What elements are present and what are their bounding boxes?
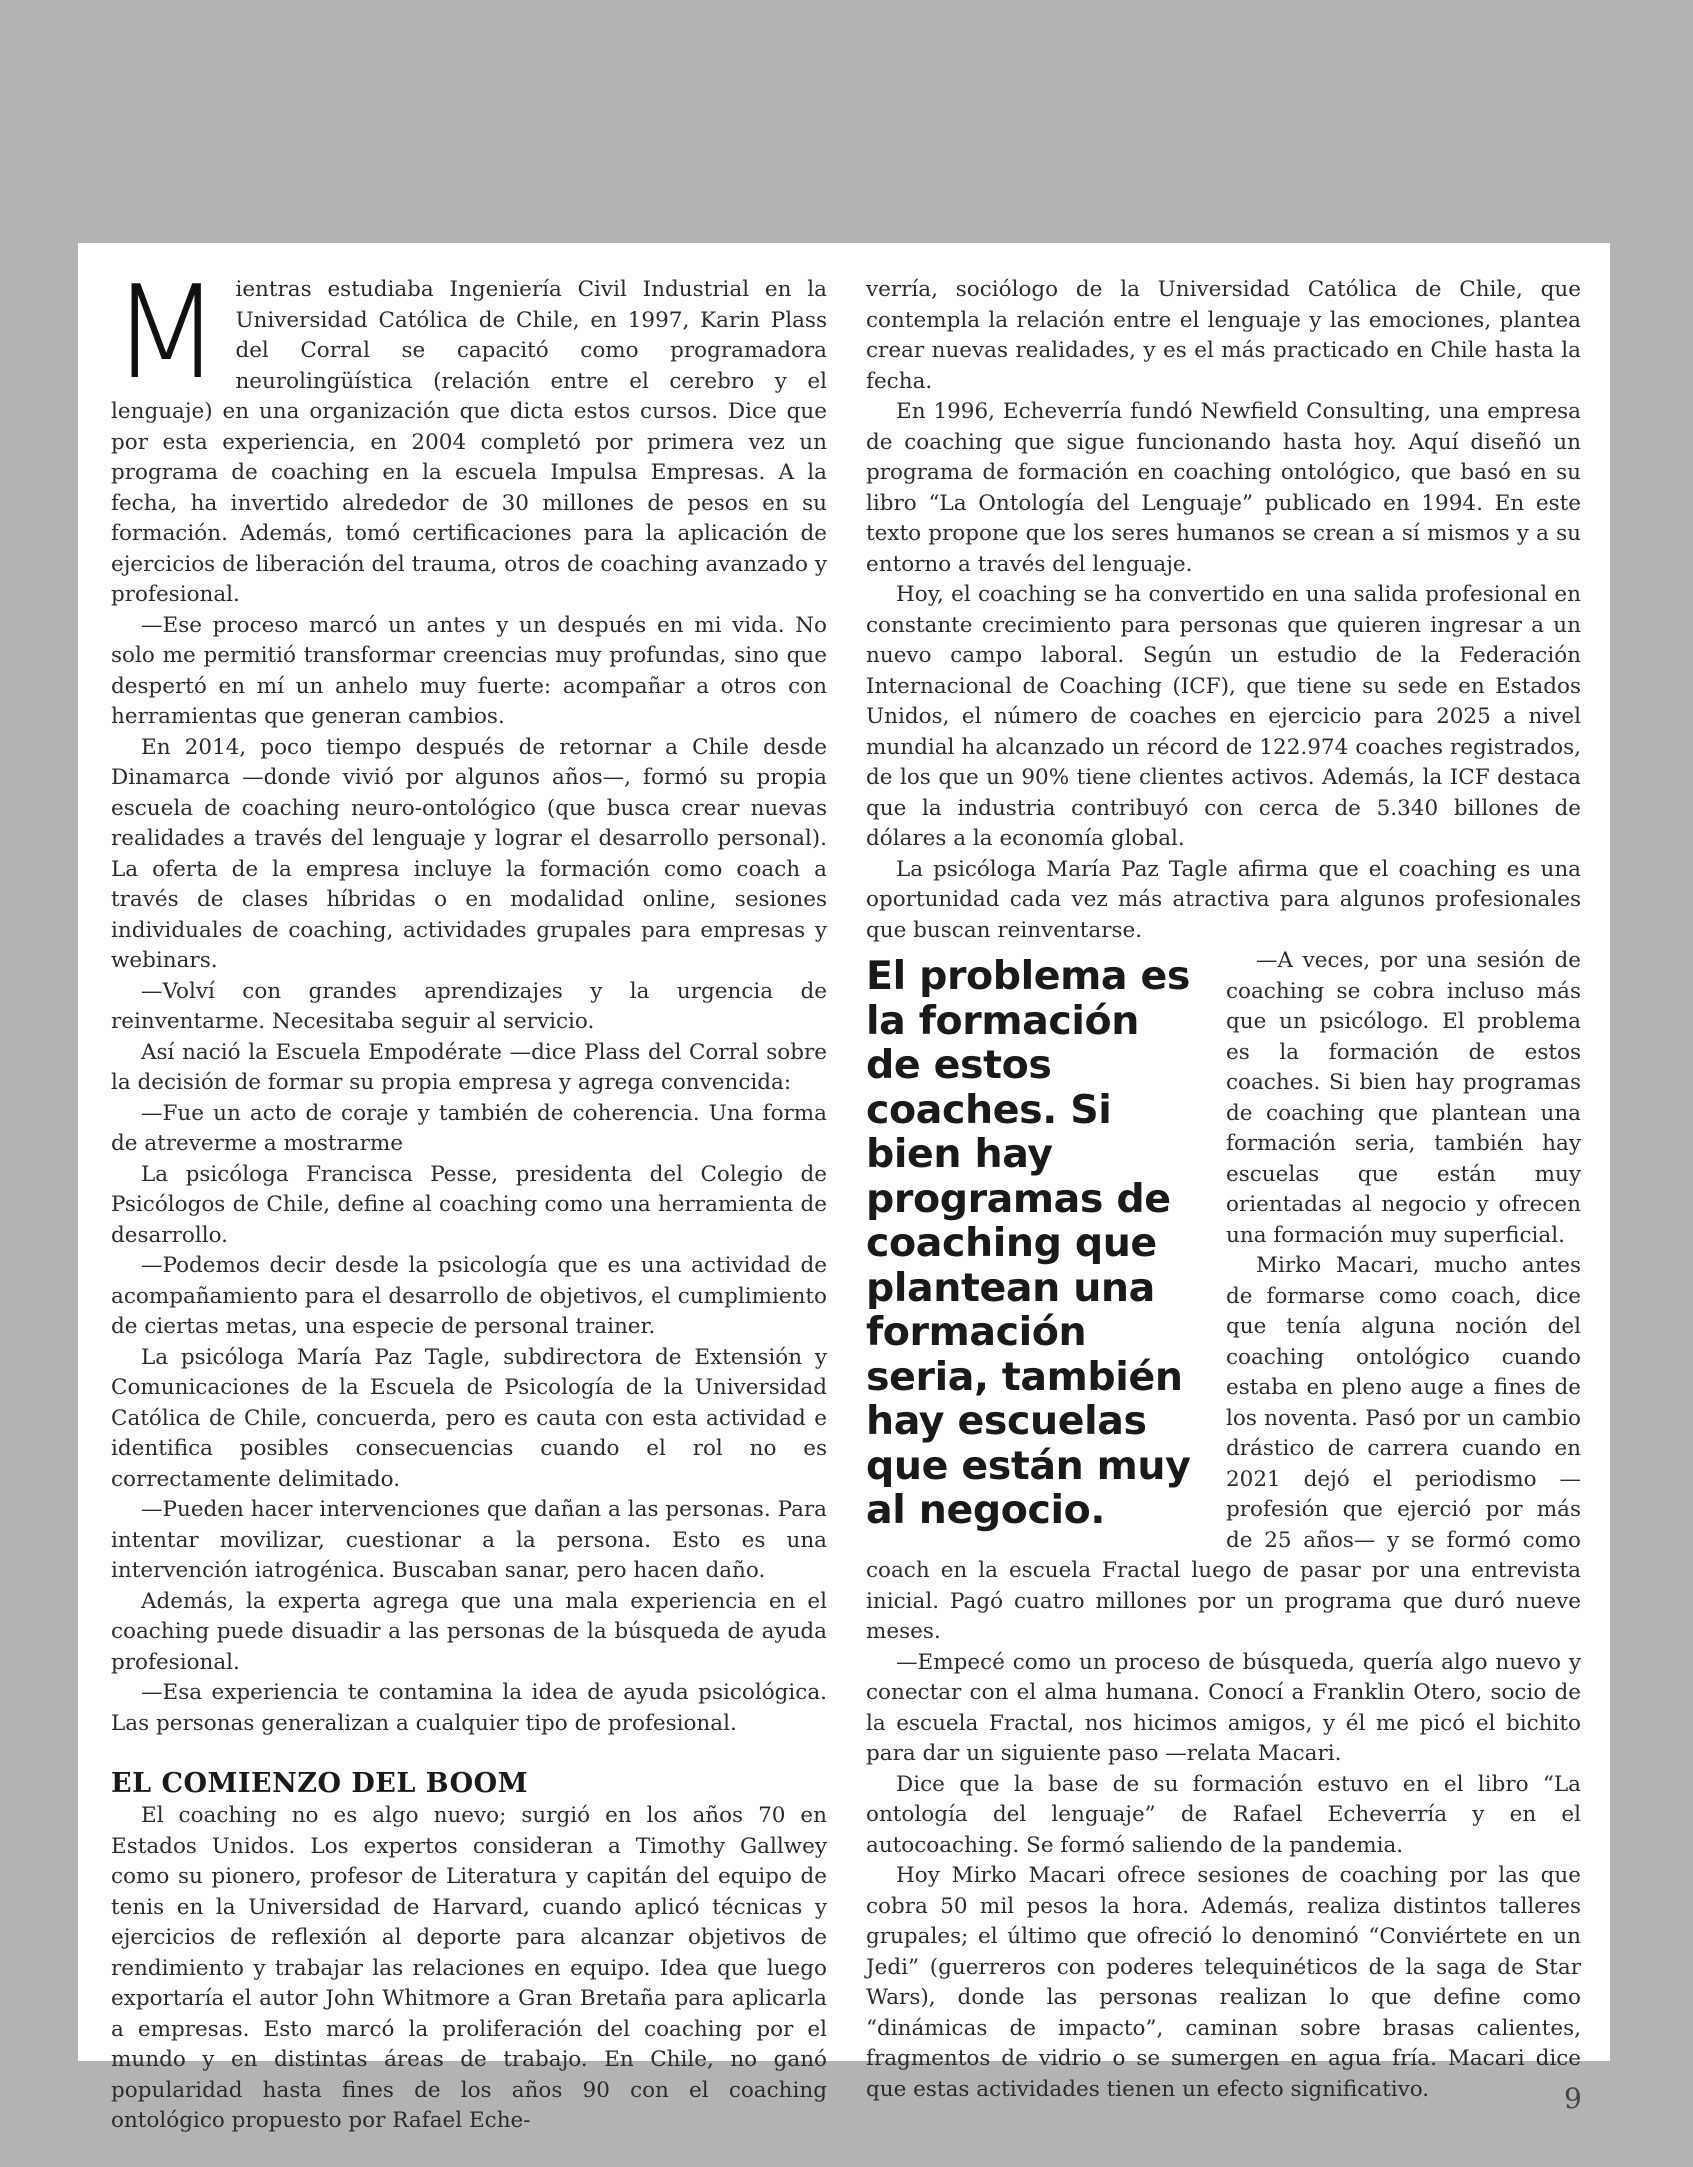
paragraph: En 2014, poco tiempo después de retornar a Chile desde Dinamarca —donde vivió por algunos años—, formó su propia escuela de coaching neuro-ontológico (que busca crear nuevas realidades a través del lenguaje y lograr el desarrollo personal). La oferta de la empresa incluye la formación como coach a través de clases híbridas o en modalidad online, sesiones individuales de coaching, actividades grupales para empresas y webinars.: [111, 734, 827, 973]
paragraph: Además, la experta agrega que una mala experiencia en el coaching puede disuadir a las personas de la búsqueda de ayuda profesional.: [111, 1588, 827, 1675]
paragraph: Mirko Macari, mucho antes de formarse como coach, dice que tenía alguna noción del coaching ontológico cuando estaba en pleno auge a fines de los noventa. Pasó por un cambio drástico de carrera cuando en 2021 dejó el periodismo —profesión que ejerció por más de 25 años— y se formó como coach en la escuela Fractal luego de pasar por una entrevista inicial. Pagó cuatro millones por un programa que duró nueve meses.: [866, 1253, 1581, 1644]
drop-cap: M: [111, 259, 222, 408]
paragraph: La psicóloga María Paz Tagle, subdirectora de Extensión y Comunicaciones de la Escuela de Psicología de la Universidad Católica de Chile, concuerda, pero es cauta con esta actividad e identifica posibles consecuencias cuando el rol no es correctamente delimitado.: [111, 1344, 827, 1492]
paragraph: —Esa experiencia te contamina la idea de ayuda psicológica. Las personas generalizan a cualquier tipo de profesional.: [111, 1680, 827, 1736]
paragraph: —A veces, por una sesión de coaching se cobra incluso más que un psicólogo. El problema es la formación de estos coaches. Si bien hay programas de coaching que plantean una formación seria, también hay escuelas que están muy orientadas al negocio y ofrecen una formación muy superficial.: [1226, 948, 1581, 1248]
section-heading: EL COMIENZO DEL BOOM: [111, 1768, 529, 1799]
paragraph: En 1996, Echeverría fundó Newfield Consulting, una empresa de coaching que sigue funcionando hasta hoy. Aquí diseñó un programa de formación en coaching ontológico, que basó en su libro “La Ontología del Lenguaje” publicado en 1994. En este texto propone que los seres humanos se crean a sí mismos y a su entorno a través del lenguaje.: [866, 399, 1581, 577]
page-number: 9: [1564, 2082, 1582, 2115]
paragraph: Así nació la Escuela Empodérate —dice Plass del Corral sobre la decisión de formar su propia empresa y agrega convencida:: [111, 1039, 827, 1095]
paragraph: —Fue un acto de coraje y también de coherencia. Una forma de atreverme a mostrarme: [111, 1100, 827, 1156]
paragraph: —Ese proceso marcó un antes y un después en mi vida. No solo me permitió transformar creencias muy profundas, sino que despertó en mí un anhelo muy fuerte: acompañar a otros con herramientas que generan cambios.: [111, 612, 827, 729]
paragraph: La psicóloga María Paz Tagle afirma que el coaching es una oportunidad cada vez más atractiva para algunos profesionales que buscan reinventarse.: [866, 856, 1581, 943]
paragraph: —Empecé como un proceso de búsqueda, quería algo nuevo y conectar con el alma humana. Conocí a Franklin Otero, socio de la escuela Fractal, nos hicimos amigos, y él me picó el bichito para dar un siguiente paso —relata Macari.: [866, 1649, 1581, 1766]
left-column: [111, 259, 827, 2137]
paragraph: verría, sociólogo de la Universidad Católica de Chile, que contempla la relación entre el lenguaje y las emociones, plantea crear nuevas realidades, y es el más practicado en Chile hasta la fecha.: [866, 277, 1581, 394]
paragraph: —Pueden hacer intervenciones que dañan a las personas. Para intentar movilizar, cuestionar a la persona. Esto es una intervención iatrogénica. Buscaban sanar, pero hacen daño.: [111, 1497, 827, 1583]
pull-quote: El problema es la formación de estos coaches. Si bien hay programas de coaching que plantean una formación seria, también hay escuelas que están muy al negocio.: [866, 953, 1191, 1533]
paragraph: Hoy, el coaching se ha convertido en una salida profesional en constante crecimiento para personas que quieren ingresar a un nuevo campo laboral. Según un estudio de la Federación Internacional de Coaching (ICF), que tiene su sede en Estados Unidos, el número de coaches en ejercicio para 2025 a nivel mundial ha alcanzado un récord de 122.974 coaches registrados, de los que un 90% tiene clientes activos. Además, la ICF destaca que la industria contribuyó con cerca de 5.340 billones de dólares a la economía global.: [866, 582, 1581, 851]
right-column: [866, 275, 1581, 2105]
paragraph: Mientras estudiaba Ingeniería Civil Industrial en la Universidad Católica de Chile, en 1997, Karin Plass del Corral se capacitó como programadora neurolingüística (relación entre el cerebro y el lenguaje) en una organización que dicta estos cursos. Dice que por esta experiencia, en 2004 completó por primera vez un programa de coaching en la escuela Impulsa Empresas. A la fecha, ha invertido alrededor de 30 millones de pesos en su formación. Además, tomó certificaciones para la aplicación de ejercicios de liberación del trauma, otros de coaching avanzado y profesional.: [111, 259, 827, 607]
paragraph: Dice que la base de su formación estuvo en el libro “La ontología del lenguaje” de Rafael Echeverría y en el autocoaching. Se formó saliendo de la pandemia.: [866, 1771, 1581, 1858]
paragraph: —Podemos decir desde la psicología que es una actividad de acompañamiento para el desarrollo de objetivos, el cumplimiento de ciertas metas, una especie de personal trainer.: [111, 1253, 827, 1339]
paragraph: El coaching no es algo nuevo; surgió en los años 70 en Estados Unidos. Los expertos consideran a Timothy Gallwey como su pionero, profesor de Literatura y capitán del equipo de tenis en la Universidad de Harvard, cuando aplicó técnicas y ejercicios de reflexión al deporte para alcanzar objetivos de rendimiento y trabajar las relaciones en equipo. Idea que luego exportaría el autor John Whitmore a Gran Bretaña para aplicarla a empresas. Esto marcó la proliferación del coaching por el mundo y en distintas áreas de trabajo. En Chile, no ganó popularidad hasta fines de los años 90 con el coaching ontológico propuesto por Rafael Eche-: [111, 1803, 827, 2133]
paragraph: Hoy Mirko Macari ofrece sesiones de coaching por las que cobra 50 mil pesos la hora. Además, realiza distintos talleres grupales; el último que ofreció lo denominó “Conviértete en un Jedi” (guerreros con poderes telequinéticos de la saga de Star Wars), donde las personas realizan lo que define como “dinámicas de impacto”, caminan sobre brasas calientes, fragmentos de vidrio o se sumergen en agua fría. Macari dice que estas actividades tienen un efecto significativo.: [866, 1863, 1581, 2102]
paragraph: La psicóloga Francisca Pesse, presidenta del Colegio de Psicólogos de Chile, define al coaching como una herramienta de desarrollo.: [111, 1161, 827, 1248]
paragraph: —Volví con grandes aprendizajes y la urgencia de reinventarme. Necesitaba seguir al servicio.: [111, 978, 827, 1034]
article-page: [78, 243, 1610, 2133]
